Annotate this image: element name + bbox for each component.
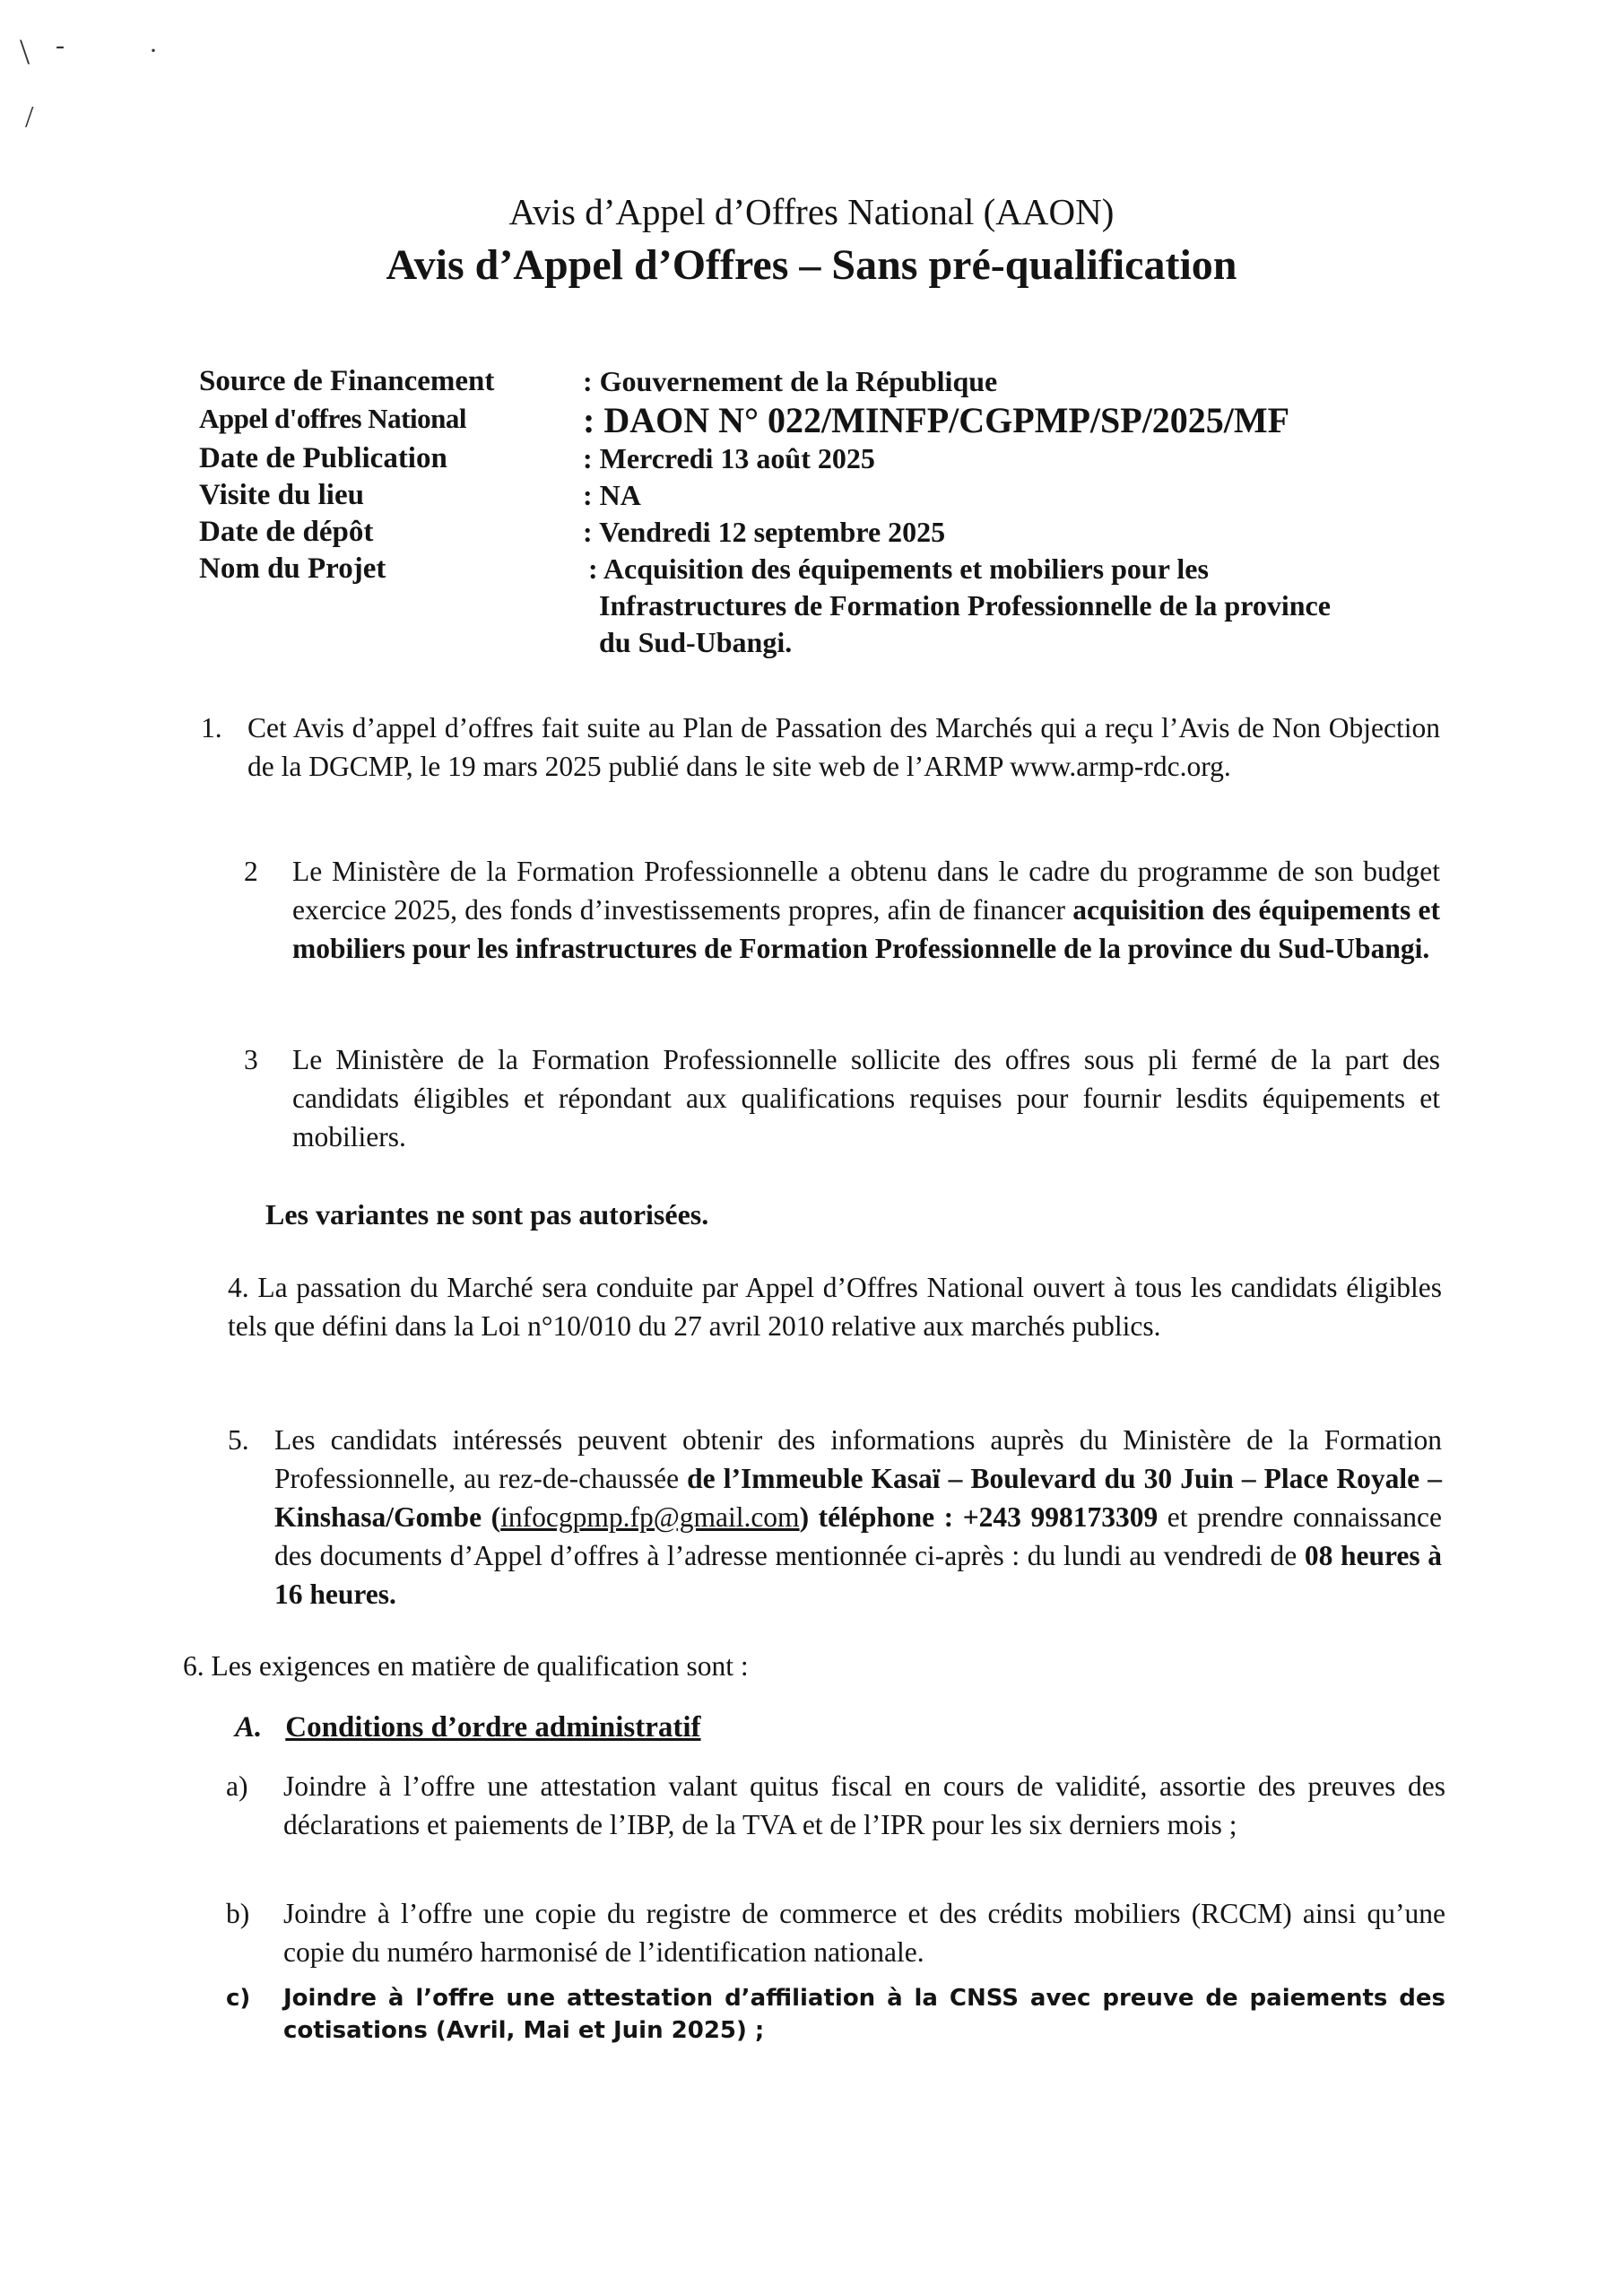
requirement-text: Joindre à l’offre une attestation d’affiliation à la CNSS avec preuve de paiements des cotisations (Avril, Mai et Juin 2025) ; [283, 1985, 1445, 2044]
paragraph-4: 4. La passation du Marché sera conduite par Appel d’Offres National ouvert à tous les candidats éligibles tels que défini dans la Loi n°10/010 du 27 avril 2010 relative aux marchés publics. [228, 1272, 1442, 1342]
meta-label: Date de dépôt [199, 516, 374, 548]
notice-subtitle: Avis d’Appel d’Offres – Sans pré-qualification [386, 241, 1237, 289]
meta-value: : DAON N° 022/MINFP/CGPMP/SP/2025/MF [583, 400, 1290, 440]
paragraph-number: 1. [201, 712, 222, 744]
paragraph-2-emphasis: acquisition des équipements et mobiliers pour les infrastructures de Formation Professionnelle de la province du Sud-Ubangi. [292, 894, 1440, 964]
meta-label: Appel d'offres National [199, 403, 466, 434]
meta-row-publication [199, 440, 1436, 477]
paragraph-5-address: de l’Immeuble Kasaï – Boulevard du 30 Juin – Place Royale – Kinshasa/Gombe ( [274, 1463, 1442, 1533]
paragraph-number: 3 [244, 1044, 258, 1075]
section-a-heading [235, 1711, 701, 1744]
meta-row-projet [199, 551, 1436, 661]
requirement-item [226, 1894, 1445, 1971]
paragraph-5-text: Les candidats intéressés peuvent obtenir des informations auprès du Ministère de la Formation Professionnelle, au rez-de-chaussée [274, 1424, 1442, 1494]
requirement-text: Joindre à l’offre une copie du registre de commerce et des crédits mobiliers (RCCM) ainsi qu’une copie du numéro harmonisé de l’identification nationale. [283, 1898, 1445, 1968]
paragraph-5-phone: ) téléphone : +243 998173309 [799, 1501, 1159, 1533]
meta-value: : Mercredi 13 août 2025 [583, 442, 875, 474]
scan-mark: / [25, 100, 34, 134]
scan-mark: - [56, 30, 65, 60]
paragraph-6: 6. Les exigences en matière de qualification sont : [183, 1650, 749, 1682]
paragraph-2-text: Le Ministère de la Formation Professionnelle a obtenu dans le cadre du programme de son budget exercice 2025, des fonds d’investissements propres, afin de financer [292, 856, 1440, 926]
meta-label: Date de Publication [199, 442, 447, 474]
scan-mark: \ [20, 31, 30, 72]
scan-mark: · [149, 36, 158, 65]
section-title: Conditions d’ordre administratif [285, 1711, 701, 1744]
section-letter: A. [235, 1711, 263, 1744]
meta-value: : Acquisition des équipements et mobiliers pour les Infrastructures de Formation Professionnelle de la province du Sud-Ubangi. [588, 552, 1331, 658]
paragraph-5-hours: 08 heures à 16 heures. [274, 1540, 1443, 1610]
paragraph-number: 2 [244, 856, 258, 887]
paragraph-number: 5. [228, 1424, 249, 1456]
meta-label: Nom du Projet [199, 552, 386, 585]
requirement-item [226, 1982, 1445, 2047]
contact-email-link[interactable]: infocgpmp.fp@gmail.com [500, 1501, 800, 1533]
meta-value: : Vendredi 12 septembre 2025 [583, 516, 946, 548]
meta-row-visite [199, 477, 1436, 514]
requirement-text: Joindre à l’offre une attestation valant quitus fiscal en cours de validité, assortie des preuves des déclarations et paiements de l’IBP, de la TVA et de l’IPR pour les six derniers mois ; [283, 1770, 1445, 1840]
paragraph-5 [274, 1421, 1442, 1613]
paragraph-2 [292, 852, 1440, 968]
meta-row-depot [199, 514, 1436, 551]
meta-row-financement [199, 363, 1436, 400]
notice-metadata [199, 363, 1436, 661]
meta-value: : Gouvernement de la République [583, 365, 998, 397]
requirement-item [226, 1767, 1445, 1844]
notice-title: Avis d’Appel d’Offres National (AAON) [508, 191, 1115, 232]
meta-value: : NA [583, 479, 641, 511]
paragraph-5-text: et prendre connaissance des documents d’Appel d’offres à l’adresse mentionnée ci-après : du lundi au vendredi de [274, 1501, 1442, 1571]
meta-row-appel [199, 400, 1436, 440]
meta-label: Source de Financement [199, 365, 495, 397]
variantes-notice: Les variantes ne sont pas autorisées. [265, 1198, 709, 1231]
paragraph-1: Cet Avis d’appel d’offres fait suite au Plan de Passation des Marchés qui a reçu l’Avis de Non Objection de la DGCMP, le 19 mars 2025 publié dans le site web de l’ARMP www.armp-rdc.org. [247, 712, 1440, 782]
requirement-letter: b) [226, 1898, 250, 1929]
meta-label: Visite du lieu [199, 479, 364, 511]
paragraph-3: Le Ministère de la Formation Professionnelle sollicite des offres sous pli fermé de la part des candidats éligibles et répondant aux qualifications requises pour fournir lesdits équipements et mobiliers. [292, 1044, 1440, 1152]
requirement-letter: c) [226, 1985, 251, 2012]
requirement-letter: a) [226, 1770, 248, 1802]
